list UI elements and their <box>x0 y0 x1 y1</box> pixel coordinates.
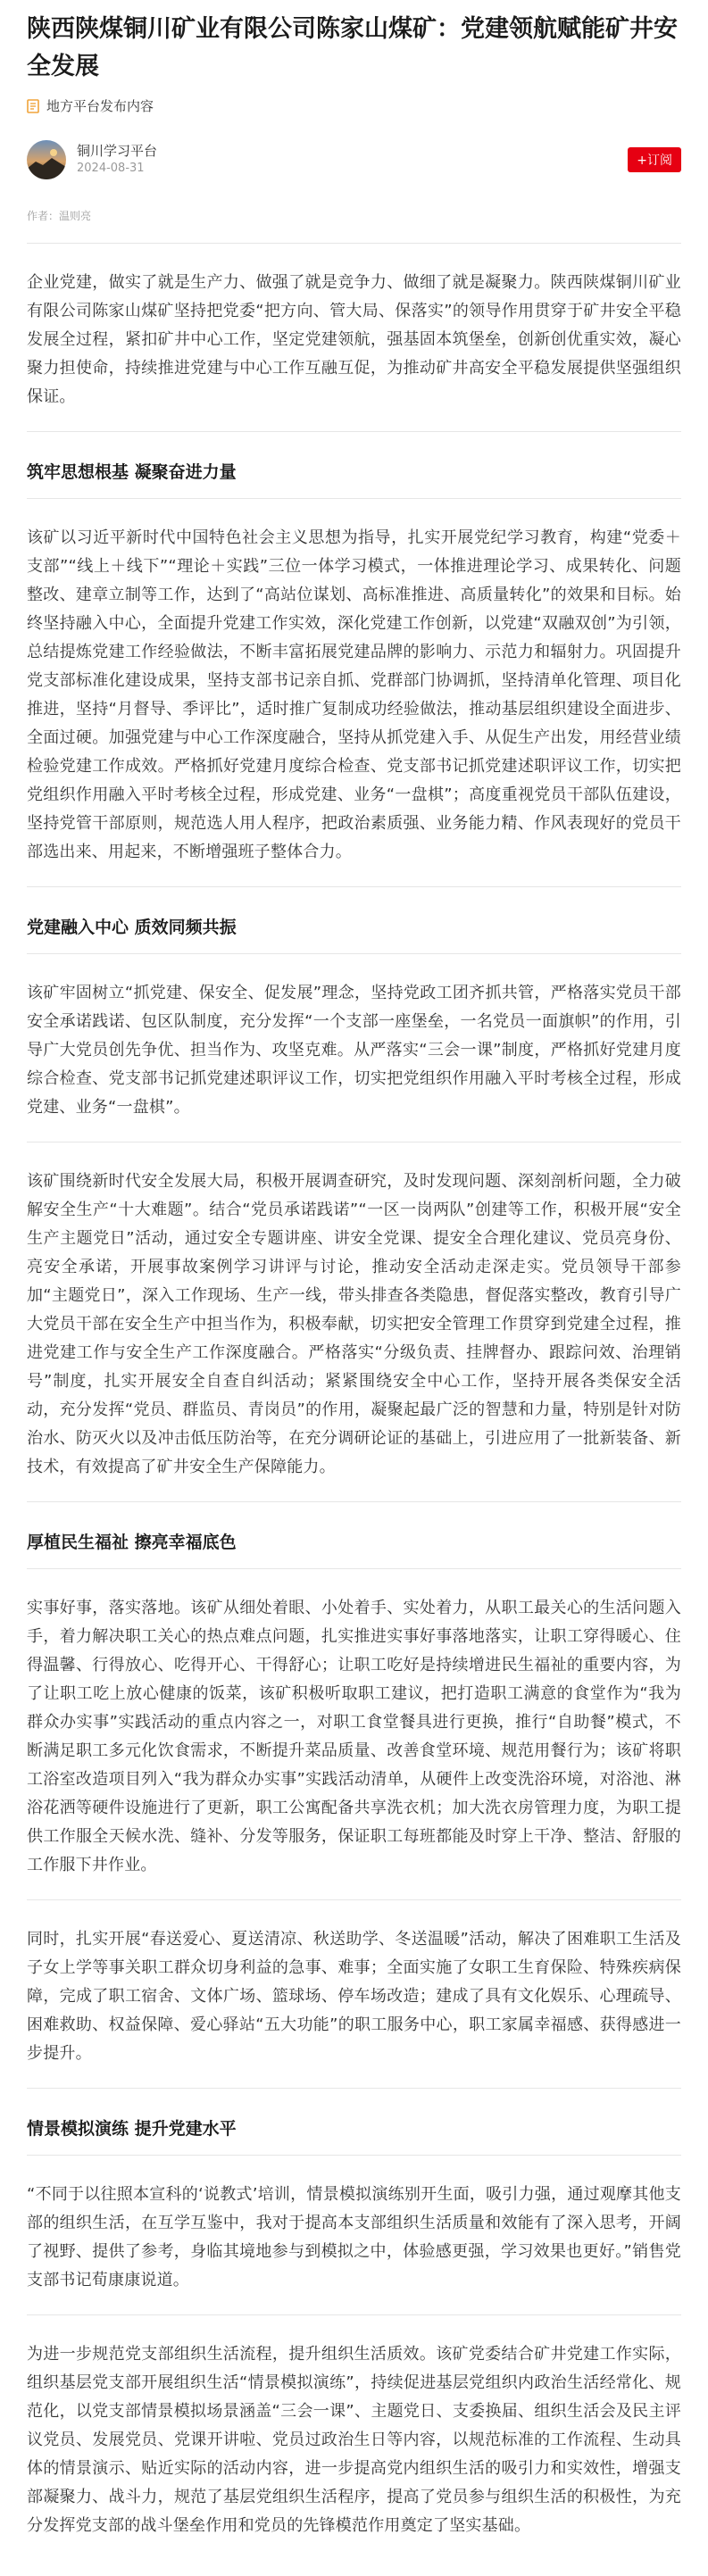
article-paragraph: 为进一步规范党支部组织生活流程，提升组织生活质效。该矿党委结合矿井党建工作实际，组织基层党支部开展组织生活“情景模拟演练”，持续促进基层党组织内政治生活经常化、规范化，以党支部情景模拟场景涵盖“三会一课”、主题党日、支委换届、组织生活会及民主评议党员、发展党员、党课开讲啦、党员过政治生日等内容，以规范标准的工作流程、生动具体的情景演示、贴近实际的活动内容，进一步提高党内组织生活的吸引力和实效性，增强支部凝聚力、战斗力，规范了基层党组织生活程序，提高了党员参与组织生活的积极性，为充分发挥党支部的战斗堡垒作用和党员的先锋模范作用奠定了坚实基础。 <box>27 2345 681 2535</box>
section-heading: 情景模拟演练 提升党建水平 <box>27 2119 237 2139</box>
subscribe-button[interactable]: +订阅 <box>628 147 681 172</box>
source-label: 地方平台发布内容 <box>46 98 154 114</box>
divider <box>27 1142 681 1143</box>
divider <box>27 2088 681 2089</box>
author-row <box>27 140 681 179</box>
document-icon <box>27 99 39 113</box>
section-heading: 厚植民生福祉 擦亮幸福底色 <box>27 1533 237 1552</box>
divider <box>27 953 681 954</box>
divider <box>27 498 681 499</box>
author-byline: 作者：温则亮 <box>27 210 92 222</box>
divider <box>27 2314 681 2315</box>
divider <box>27 1899 681 1900</box>
article-paragraph: 该矿以习近平新时代中国特色社会主义思想为指导，扎实开展党纪学习教育，构建“党委＋支部”“线上＋线下”“理论＋实践”三位一体学习模式，一体推进理论学习、成果转化、问题整改、建章立制等工作，达到了“高站位谋划、高标准推进、高质量转化”的效果和目标。始终坚持融入中心，全面提升党建工作实效，深化党建工作创新，以党建“双融双创”为引领，总结提炼党建工作经验做法，不断丰富拓展党建品牌的影响力、示范力和辐射力。巩固提升党支部标准化建设成果，坚持支部书记亲自抓、党群部门协调抓，坚持清单化管理、项目化推进，坚持“月督导、季评比”，适时推广复制成功经验做法，推动基层组织建设全面进步、全面过硬。加强党建与中心工作深度融合，坚持从抓党建入手、从促生产出发，用经营业绩检验党建工作成效。严格抓好党建月度综合检查、党支部书记抓党建述职评议工作，切实把党组织作用融入平时考核全过程，形成党建、业务“一盘棋”；高度重视党员干部队伍建设，坚持党管干部原则，规范选人用人程序，把政治素质强、业务能力精、作风表现好的党员干部选出来、用起来，不断增强班子整体合力。 <box>27 528 681 861</box>
intro-paragraph: 企业党建，做实了就是生产力、做强了就是竞争力、做细了就是凝聚力。陕西陕煤铜川矿业有限公司陈家山煤矿坚持把党委“把方向、管大局、保落实”的领导作用贯穿于矿井安全平稳发展全过程，紧扣矿井中心工作，坚定党建领航，强基固本筑堡垒，创新创优重实效，凝心聚力担使命，持续推进党建与中心工作互融互促，为推动矿井高安全平稳发展提供坚强组织保证。 <box>27 273 681 406</box>
divider <box>27 243 681 244</box>
divider <box>27 886 681 887</box>
article-paragraph: 该矿牢固树立“抓党建、保安全、促发展”理念，坚持党政工团齐抓共管，严格落实党员干部安全承诺践诺、包区队制度，充分发挥“一个支部一座堡垒，一名党员一面旗帜”的作用，引导广大党员创先争优、担当作为、攻坚克难。从严落实“三会一课”制度，严格抓好党建月度综合检查、党支部书记抓党建述职评议工作，切实把党组织作用融入平时考核全过程，形成党建、业务“一盘棋”。 <box>27 984 681 1117</box>
author-avatar[interactable] <box>27 140 66 179</box>
source-row <box>27 96 681 115</box>
divider <box>27 1568 681 1569</box>
article-paragraph: 实事好事，落实落地。该矿从细处着眼、小处着手、实处着力，从职工最关心的生活问题入手，着力解决职工关心的热点难点问题，扎实推进实事好事落地落实，让职工穿得暖心、住得温馨、行得放心、吃得开心、干得舒心；让职工吃好是持续增进民生福祉的重要内容，为了让职工吃上放心健康的饭菜，该矿积极听取职工建议，把打造职工满意的食堂作为“我为群众办实事”实践活动的重点内容之一，对职工食堂餐具进行更换，推行“自助餐”模式，不断满足职工多元化饮食需求，不断提升菜品质量、改善食堂环境、规范用餐行为；该矿将职工浴室改造项目列入“我为群众办实事”实践活动清单，从硬件上改变洗浴环境，对浴池、淋浴花洒等硬件设施进行了更新，职工公寓配备共享洗衣机；加大洗衣房管理力度，为职工提供工作服全天候水洗、缝补、分发等服务，保证职工每班都能及时穿上干净、整洁、舒服的工作服下井作业。 <box>27 1599 681 1874</box>
divider <box>27 2155 681 2156</box>
divider <box>27 1501 681 1502</box>
section-heading: 党建融入中心 质效同频共振 <box>27 918 237 937</box>
article-title: 陕西陕煤铜川矿业有限公司陈家山煤矿：党建领航赋能矿井安全发展 <box>27 15 678 80</box>
article-paragraph: 同时，扎实开展“春送爱心、夏送清凉、秋送助学、冬送温暖”活动，解决了困难职工生活及子女上学等事关职工群众切身利益的急事、难事；全面实施了女职工生育保险、特殊疾病保障，完成了职工宿舍、文体广场、篮球场、停车场改造；建成了具有文化娱乐、心理疏导、困难救助、权益保障、爱心驿站“五大功能”的职工服务中心，职工家属幸福感、获得感进一步提升。 <box>27 1930 681 2063</box>
author-name[interactable]: 铜川学习平台 <box>77 143 158 159</box>
section-heading: 筑牢思想根基 凝聚奋进力量 <box>27 462 237 482</box>
divider <box>27 431 681 432</box>
publish-date: 2024-08-31 <box>77 162 145 175</box>
article-paragraph: “不同于以往照本宣科的‘说教式’培训，情景模拟演练别开生面，吸引力强，通过观摩其他支部的组织生活，在互学互鉴中，我对于提高本支部组织生活质量和效能有了深入思考，开阔了视野、提供了参考，身临其境地参与到模拟之中，体验感更强，学习效果也更好。”销售党支部书记荀康康说道。 <box>27 2185 681 2289</box>
article-paragraph: 该矿围绕新时代安全发展大局，积极开展调查研究，及时发现问题、深刻剖析问题，全力破解安全生产“十大难题”。结合“党员承诺践诺”“一区一岗两队”创建等工作，积极开展“安全生产主题党日”活动，通过安全专题讲座、讲安全党课、提安全合理化建议、党员亮身份、亮安全承诺，开展事故案例学习讲评与讨论，推动安全活动走深走实。党员领导干部参加“主题党日”，深入工作现场、生产一线，带头排查各类隐患，督促落实整改，教育引导广大党员干部在安全生产中担当作为，积极奉献，切实把安全管理工作贯穿到党建全过程，推进党建工作与安全生产工作深度融合。严格落实“分级负责、挂牌督办、跟踪问效、治理销号”制度，扎实开展安全自查自纠活动；紧紧围绕安全中心工作，坚持开展各类保安全活动，充分发挥“党员、群监员、青岗员”的作用，凝聚起最广泛的智慧和力量，特别是针对防治水、防灭火以及冲击低压防治等，在充分调研论证的基础上，引进应用了一批新装备、新技术，有效提高了矿井安全生产保障能力。 <box>27 1172 681 1476</box>
